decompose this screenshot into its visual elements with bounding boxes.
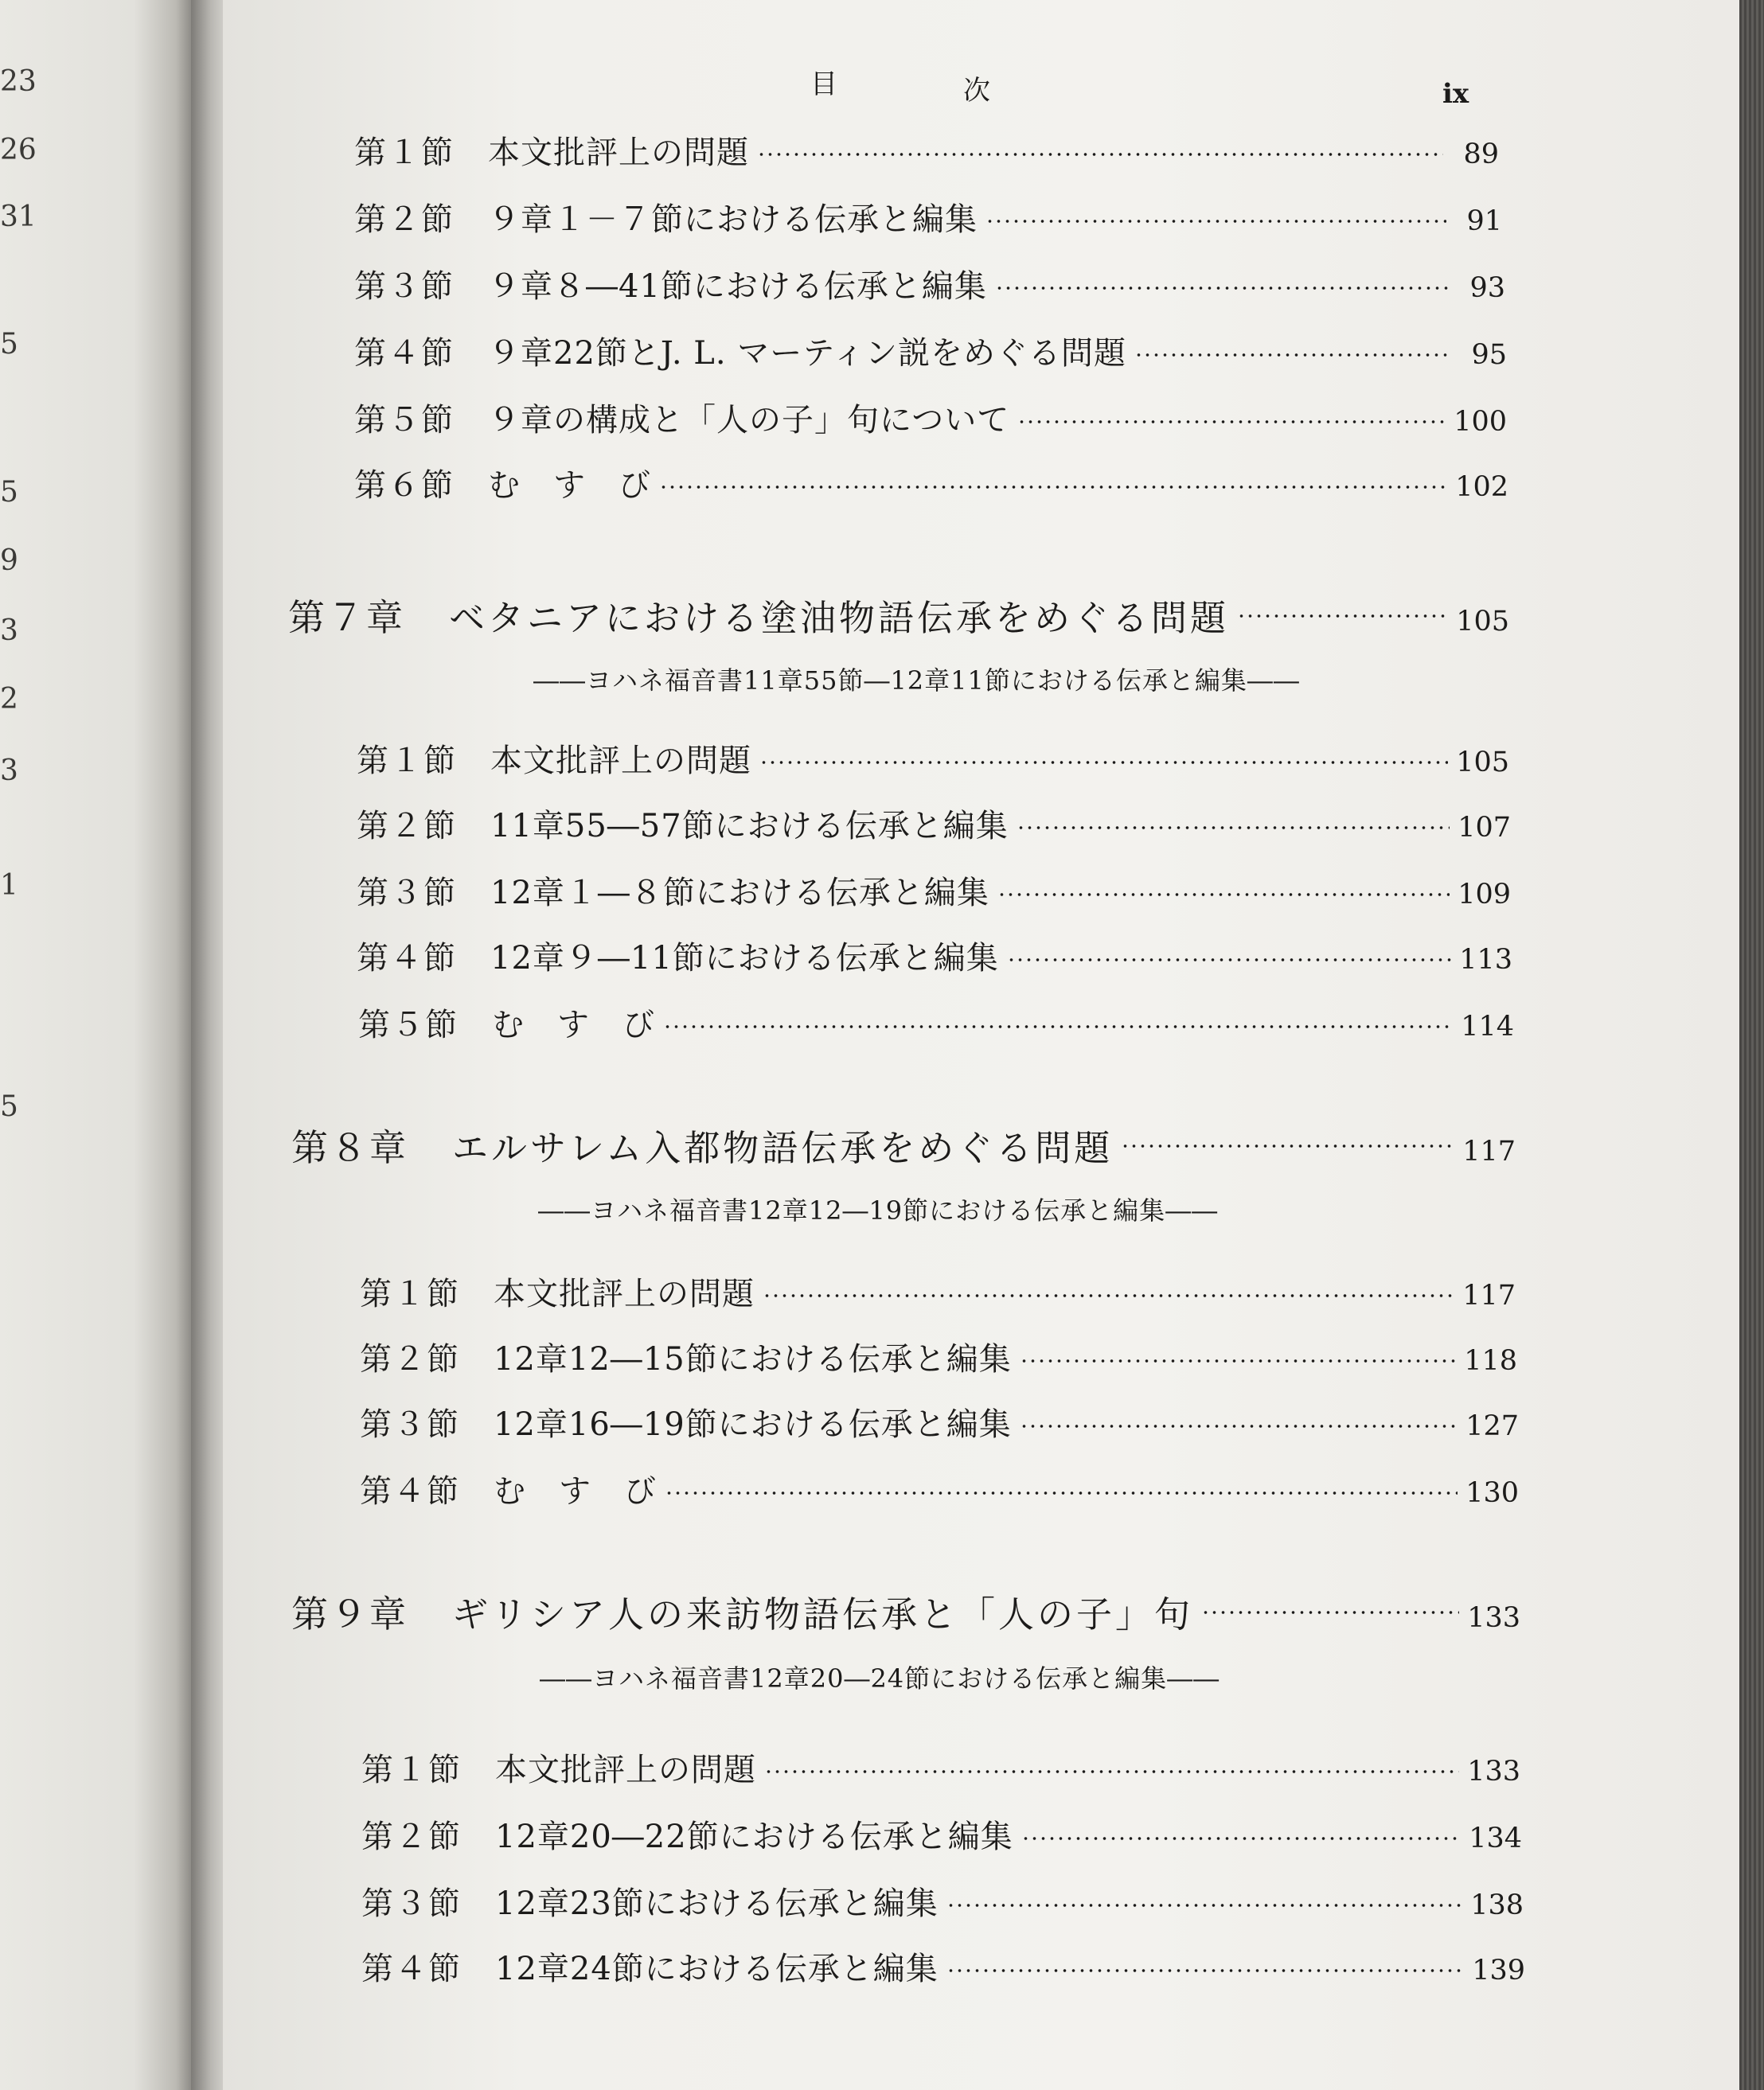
left-margin-number: 5 <box>0 476 18 509</box>
section-page: 91 <box>1466 205 1502 237</box>
section-title: 12章１―８節における伝承と編集 <box>490 875 989 911</box>
toc-section-row[interactable] <box>357 868 1511 912</box>
chapter-page: 117 <box>1462 1136 1516 1168</box>
section-title: ９章８―41節における伝承と編集 <box>488 268 987 305</box>
section-title: 本文批評上の問題 <box>495 1752 756 1788</box>
leader-dots <box>663 1025 1453 1028</box>
toc-section-row[interactable] <box>361 1745 1520 1789</box>
section-title: 本文批評上の問題 <box>494 1276 755 1312</box>
section-title: 12章12―15節における伝承と編集 <box>494 1341 1012 1378</box>
toc-section-row[interactable] <box>360 1334 1517 1378</box>
book-cover-edge <box>1739 0 1764 2090</box>
leader-dots <box>997 893 1450 896</box>
section-page: 107 <box>1458 812 1511 844</box>
running-header-mokuji-1: 目 <box>810 68 837 100</box>
chapter-subtitle: ――ヨハネ福音書12章12―19節における伝承と編集―― <box>538 1195 1219 1226</box>
section-title: 12章24節における伝承と編集 <box>495 1951 939 1987</box>
left-margin-number: 5 <box>0 1090 18 1123</box>
section-page: 118 <box>1464 1345 1517 1377</box>
toc-section-row[interactable] <box>357 735 1509 780</box>
section-page: 109 <box>1458 879 1511 910</box>
section-title: 12章16―19節における伝承と編集 <box>494 1406 1012 1443</box>
section-page: 130 <box>1465 1477 1519 1509</box>
chapter-title: ベタニアにおける塗油物語伝承をめぐる問題 <box>449 597 1230 639</box>
leader-dots <box>1021 1837 1461 1840</box>
section-page: 117 <box>1462 1280 1516 1312</box>
leader-dots <box>1134 353 1451 357</box>
toc-chapter-row[interactable] <box>291 1119 1516 1169</box>
leader-dots <box>1201 1611 1459 1614</box>
chapter-label: 第９章 <box>291 1593 408 1636</box>
section-label: 第２節 <box>354 201 455 238</box>
toc-section-row[interactable] <box>354 328 1507 372</box>
section-page: 134 <box>1469 1823 1522 1854</box>
toc-section-row[interactable] <box>354 460 1508 505</box>
toc-section-row[interactable] <box>361 1811 1522 1856</box>
leader-dots <box>1020 1425 1458 1428</box>
section-label: 第４節 <box>361 1951 462 1987</box>
toc-section-row[interactable] <box>357 801 1511 845</box>
section-label: 第２節 <box>361 1819 462 1855</box>
leader-dots <box>1020 1359 1456 1363</box>
toc-section-row[interactable] <box>360 1466 1519 1511</box>
toc-section-row[interactable] <box>361 1878 1524 1923</box>
section-label: 第１節 <box>357 743 457 779</box>
toc-section-row[interactable] <box>360 1269 1516 1313</box>
left-margin-number: 5 <box>0 328 18 361</box>
leader-dots <box>995 287 1450 290</box>
left-margin-number: 9 <box>0 544 18 577</box>
page-number: ix <box>1442 78 1469 110</box>
section-label: 第３節 <box>357 875 457 911</box>
section-title: 12章20―22節における伝承と編集 <box>495 1819 1013 1855</box>
left-margin-number: 1 <box>0 869 18 902</box>
section-label: 第１節 <box>354 135 455 171</box>
chapter-title: ギリシア人の来訪物語伝承と「人の子」句 <box>452 1593 1194 1636</box>
running-header-mokuji-2: 次 <box>963 75 990 107</box>
leader-dots <box>1017 826 1450 829</box>
leader-dots <box>985 220 1446 223</box>
section-label: 第５節 <box>354 402 455 439</box>
left-margin-number: 3 <box>0 614 18 647</box>
section-title: 12章23節における伝承と編集 <box>495 1885 939 1922</box>
chapter-page: 133 <box>1467 1602 1520 1634</box>
leader-dots <box>1237 614 1448 618</box>
left-margin-number: 23 <box>0 65 37 98</box>
chapter-page: 105 <box>1456 606 1509 638</box>
section-page: 102 <box>1455 471 1508 503</box>
chapter-label: 第７章 <box>288 596 405 639</box>
section-page: 138 <box>1470 1889 1524 1921</box>
section-title: む す び <box>492 1007 655 1043</box>
chapter-subtitle: ――ヨハネ福音書12章20―24節における伝承と編集―― <box>540 1663 1220 1694</box>
left-margin-number: 3 <box>0 755 18 787</box>
section-label: 第５節 <box>358 1007 459 1043</box>
section-page: 100 <box>1454 406 1507 438</box>
section-page: 139 <box>1472 1955 1525 1987</box>
section-title: 12章９―11節における伝承と編集 <box>490 940 999 977</box>
section-label: 第４節 <box>357 940 457 977</box>
section-page: 127 <box>1465 1410 1519 1442</box>
section-title: む す び <box>494 1473 657 1510</box>
chapter-subtitle: ――ヨハネ福音書11章55節―12章11節における伝承と編集―― <box>533 665 1300 696</box>
section-page: 93 <box>1469 272 1505 304</box>
section-label: 第１節 <box>361 1752 462 1788</box>
leader-dots <box>764 1770 1459 1773</box>
left-margin-number: 2 <box>0 683 18 716</box>
toc-section-row[interactable] <box>361 1944 1525 1988</box>
leader-dots <box>1017 420 1446 423</box>
left-margin-number: 31 <box>0 201 37 233</box>
section-page: 95 <box>1471 339 1507 371</box>
toc-section-row[interactable] <box>358 1000 1514 1044</box>
leader-dots <box>763 1294 1454 1297</box>
toc-section-row[interactable] <box>354 127 1499 172</box>
section-label: 第４節 <box>360 1473 460 1510</box>
leader-dots <box>665 1491 1458 1495</box>
toc-section-row[interactable] <box>357 933 1512 977</box>
chapter-title: エルサレム入都物語伝承をめぐる問題 <box>452 1127 1114 1169</box>
leader-dots <box>659 485 1447 489</box>
section-page: 105 <box>1456 747 1509 778</box>
leader-dots <box>1121 1144 1454 1148</box>
toc-section-row[interactable] <box>354 395 1507 439</box>
section-page: 113 <box>1459 944 1512 976</box>
section-label: 第３節 <box>354 268 455 305</box>
left-margin-number: 26 <box>0 134 37 166</box>
leader-dots <box>1007 958 1451 961</box>
section-title: ９章１－７節における伝承と編集 <box>488 201 978 238</box>
leader-dots <box>757 153 1443 156</box>
section-page: 114 <box>1461 1011 1514 1043</box>
toc-section-row[interactable] <box>360 1399 1519 1444</box>
section-title: ９章22節とJ. L. マーティン説をめぐる問題 <box>488 335 1127 372</box>
toc-chapter-row[interactable] <box>291 1585 1520 1636</box>
section-label: 第２節 <box>357 808 457 844</box>
section-title: む す び <box>488 467 651 504</box>
section-label: 第３節 <box>360 1406 460 1443</box>
toc-section-row[interactable] <box>354 194 1502 239</box>
section-label: 第１節 <box>360 1276 460 1312</box>
section-label: 第２節 <box>360 1341 460 1378</box>
toc-section-row[interactable] <box>354 261 1505 306</box>
section-label: 第４節 <box>354 335 455 372</box>
section-title: ９章の構成と「人の子」句について <box>488 402 1010 439</box>
section-title: 本文批評上の問題 <box>488 135 749 171</box>
section-title: 本文批評上の問題 <box>490 743 751 779</box>
leader-dots <box>946 1969 1464 1972</box>
section-page: 89 <box>1463 138 1499 170</box>
chapter-label: 第８章 <box>291 1126 408 1169</box>
section-label: 第６節 <box>354 467 455 504</box>
section-title: 11章55―57節における伝承と編集 <box>490 808 1009 844</box>
toc-chapter-row[interactable] <box>288 589 1509 639</box>
leader-dots <box>759 761 1448 764</box>
section-label: 第３節 <box>361 1885 462 1922</box>
leader-dots <box>946 1904 1462 1907</box>
left-page <box>0 0 191 2090</box>
section-page: 133 <box>1467 1756 1520 1788</box>
